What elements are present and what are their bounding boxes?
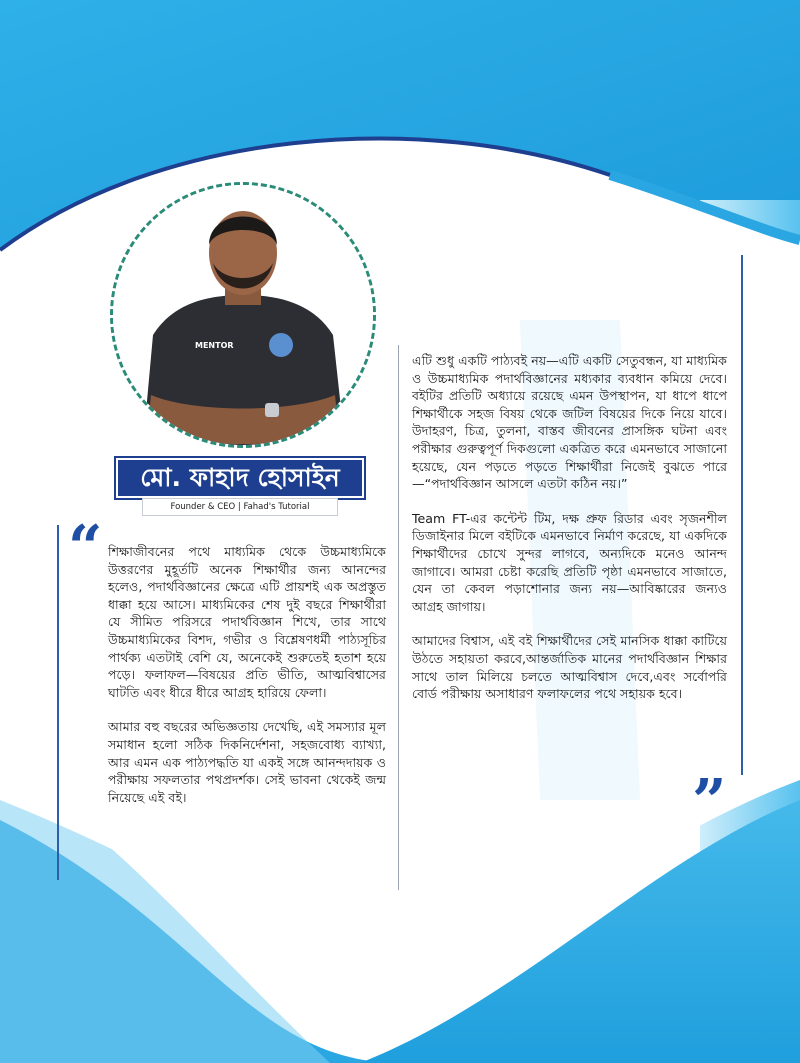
right-text-column bbox=[412, 352, 727, 720]
left-divider-line bbox=[57, 525, 59, 880]
right-divider-line bbox=[741, 255, 743, 775]
paragraph: আমার বহু বছরের অভিজ্ঞতায় দেখেছি, এই সমস্যার মূল সমাধান হলো সঠিক দিকনির্দেশনা, সহজবোধ্য ব্যাখ্যা, আর এমন এক পাঠ্যপদ্ধতি যা একই সঙ্গে আনন্দদায়ক ও পরীক্ষায় সফলতার পথপ্রদর্শক। সেই ভাবনা থেকেই জন্ম নিয়েছে এই বই। bbox=[108, 719, 386, 805]
left-text-column bbox=[108, 543, 386, 823]
paragraph: শিক্ষাজীবনের পথে মাধ্যমিক থেকে উচ্চমাধ্যমিকে উত্তরণের মুহূর্তটি অনেক শিক্ষার্থীর জন্য আনন্দের হলেও, পদার্থবিজ্ঞানের ক্ষেত্রে এটি প্রায়শই এক অপ্রস্তুত ধাক্কা হয়ে আসে। মাধ্যমিকের শেষ দুই বছরে শিক্ষার্থীরা যে সীমিত পরিসরে পদার্থবিজ্ঞান শিখে, তার সাথে উচ্চমাধ্যমিকের বিশদ, গভীর ও বিশ্লেষণধর্মী পাঠ্যসূচির পার্থক্য এতটাই বেশি যে, অনেকেই শুরুতেই হতাশ হয়ে পড়ে। ফলাফল—বিষয়ের প্রতি ভীতি, আত্মবিশ্বাসের ঘাটতি এবং ধীরে ধীরে আগ্রহ হারিয়ে ফেলা। bbox=[108, 544, 386, 700]
author-portrait bbox=[110, 182, 376, 448]
column-divider-line bbox=[398, 345, 399, 890]
paragraph: Team FT-এর কন্টেন্ট টিম, দক্ষ প্রুফ রিডার এবং সৃজনশীল ডিজাইনার মিলে বইটিকে এমনভাবে নির্মাণ করেছে, যা একদিকে শিক্ষার্থীদের চোখে সুন্দর লাগবে, অন্যদিকে মনেও আনন্দ জাগাবে। আমরা চেষ্টা করেছি প্রতিটি পৃষ্ঠা এমনভাবে সাজাতে, যেন তা কেবল পড়াশোনার জন্য নয়—আবিষ্কারের জন্যও আগ্রহ জাগায়। bbox=[412, 510, 727, 614]
watch bbox=[265, 403, 279, 417]
shirt-logo bbox=[269, 333, 293, 357]
open-quote-icon: “ bbox=[68, 513, 103, 583]
nameplate bbox=[116, 458, 364, 520]
author-name: মো. ফাহাদ হোসাইন bbox=[116, 458, 364, 498]
close-quote-icon: ” bbox=[692, 767, 727, 837]
shirt-text: MENTOR bbox=[195, 341, 234, 350]
paragraph: এটি শুধু একটি পাঠ্যবই নয়—এটি একটি সেতুবন্ধন, যা মাধ্যমিক ও উচ্চমাধ্যমিক পদার্থবিজ্ঞানের মধ্যকার ব্যবধান কমিয়ে দেবে। বইটির প্রতিটি অধ্যায়ে রয়েছে এমন উপস্থাপন, যা ধাপে ধাপে শিক্ষার্থীকে সহজ বিষয় থেকে জটিল বিষয়ের দিকে নিয়ে যাবে। উদাহরণ, চিত্র, তুলনা, বাস্তব জীবনের প্রাসঙ্গিক ঘটনা এবং পরীক্ষার গুরুত্বপূর্ণ দিকগুলো একত্রিত করে এমনভাবে সাজানো হয়েছে, যেন পড়তে পড়তে শিক্ষার্থীরা নিজেই বুঝতে পারে —“পদার্থবিজ্ঞান আসলে এতটা কঠিন নয়।” bbox=[412, 353, 727, 492]
paragraph: আমাদের বিশ্বাস, এই বই শিক্ষার্থীদের সেই মানসিক ধাক্কা কাটিয়ে উঠতে সহায়তা করবে,আন্তর্জাতিক মানের পদার্থবিজ্ঞান শিক্ষার সাথে তাল মিলিয়ে চলতে আত্মবিশ্বাস দেবে,এবং সর্বোপরি বোর্ড পরীক্ষায় অসাধারণ ফলাফলের পথে সহায়ক হবে। bbox=[412, 633, 727, 702]
author-title: Founder & CEO | Fahad's Tutorial bbox=[142, 498, 338, 516]
